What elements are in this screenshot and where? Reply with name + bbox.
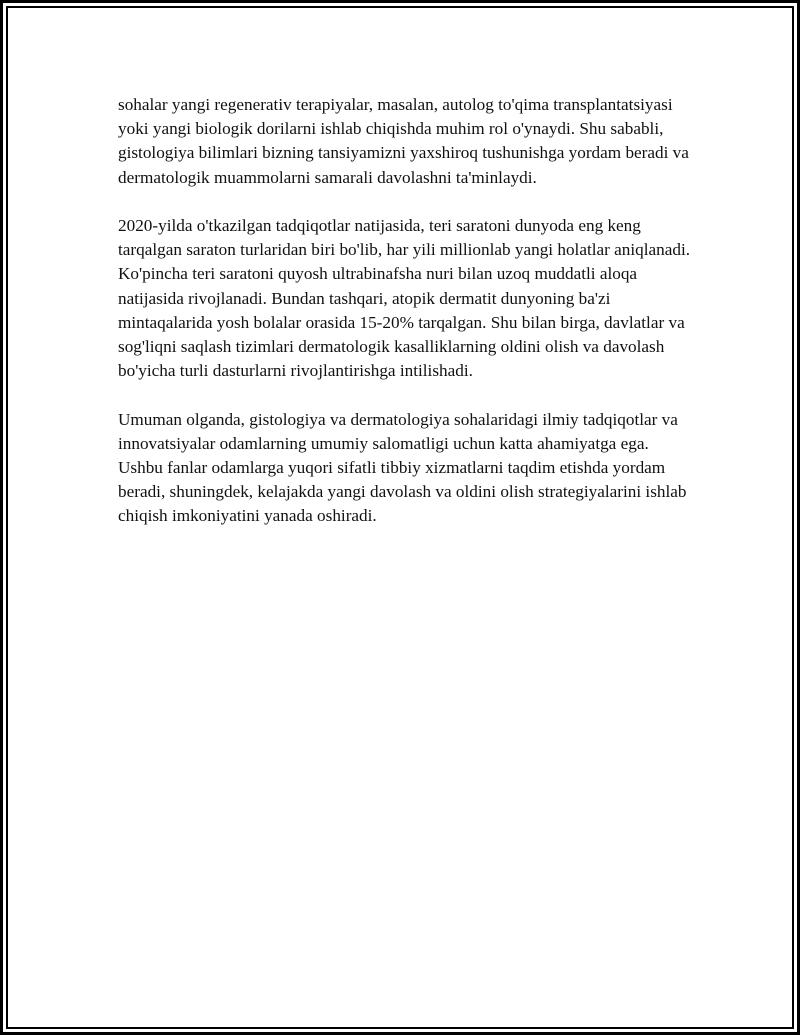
document-body [118, 93, 696, 553]
paragraph: 2020-yilda o'tkazilgan tadqiqotlar natijasida, teri saratoni dunyoda eng keng tarqalgan saraton turlaridan biri bo'lib, har yili millionlab yangi holatlar aniqlanadi. Ko'pincha teri saratoni quyosh ultrabinafsha nuri bilan uzoq muddatli aloqa natijasida rivojlanadi. Bundan tashqari, atopik dermatit dunyoning ba'zi mintaqalarida yosh bolalar orasida 15-20% tarqalgan. Shu bilan birga, davlatlar va sog'liqni saqlash tizimlari dermatologik kasalliklarning oldini olish va davolash bo'yicha turli dasturlarni rivojlantirishga intilishadi. [118, 216, 691, 381]
paragraph: sohalar yangi regenerativ terapiyalar, masalan, autolog to'qima transplantatsiyasi yoki yangi biologik dorilarni ishlab chiqishda muhim rol o'ynaydi. Shu sababli, gistologiya bilimlari bizning tansiyamizni yaxshiroq tushunishga yordam beradi va dermatologik muammolarni samarali davolashni ta'minlaydi. [118, 95, 689, 187]
paragraph: Umuman olganda, gistologiya va dermatologiya sohalaridagi ilmiy tadqiqotlar va innovatsiyalar odamlarning umumiy salomatligi uchun katta ahamiyatga ega. Ushbu fanlar odamlarga yuqori sifatli tibbiy xizmatlarni taqdim etishda yordam beradi, shuningdek, kelajakda yangi davolash va oldini olish strategiyalarini ishlab chiqish imkoniyatini yanada oshiradi. [118, 409, 687, 526]
